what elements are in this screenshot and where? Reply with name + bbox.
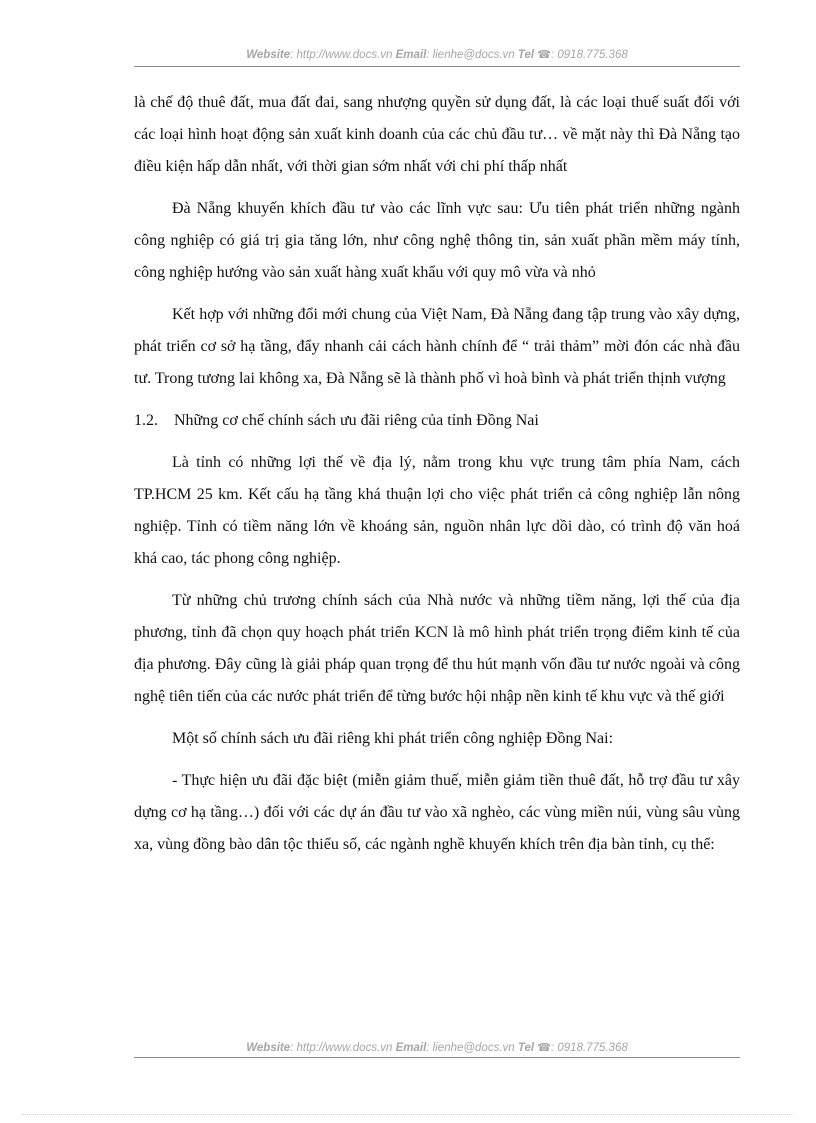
paragraph: - Thực hiện ưu đãi đặc biệt (miễn giảm thuế, miễn giảm tiền thuê đất, hỗ trợ đầu tư xây dựng cơ hạ tầng…) đối với các dự án đầu tư vào xã nghèo, các vùng miền núi, vùng sâu vùng xa, vùng đồng bào dân tộc thiểu số, các ngành nghề khuyến khích trên địa bàn tỉnh, cụ thể: bbox=[134, 772, 740, 853]
page-footer bbox=[134, 1041, 740, 1054]
header-divider bbox=[134, 66, 740, 67]
section-title: Những cơ chế chính sách ưu đãi riêng của tỉnh Đồng Nai bbox=[174, 412, 539, 429]
footer-website-link[interactable]: : http://www.docs.vn bbox=[290, 1042, 393, 1054]
footer-divider bbox=[134, 1057, 740, 1058]
document-body bbox=[134, 87, 740, 871]
header-tel-label: Tel bbox=[517, 49, 535, 61]
header-tel-value: : 0918.775.368 bbox=[551, 49, 628, 61]
phone-icon: ☎ bbox=[537, 49, 551, 61]
paragraph: Đà Nẵng khuyến khích đầu tư vào các lĩnh vực sau: Ưu tiên phát triển những ngành công nghiệp có giá trị gia tăng lớn, như công nghệ thông tin, sản xuất phần mềm máy tính, công nghiệp hướng vào sản xuất hàng xuất khẩu với quy mô vừa và nhỏ bbox=[134, 200, 740, 281]
page-header bbox=[134, 48, 740, 61]
header-email-label: Email bbox=[395, 49, 427, 61]
header-website-link[interactable]: : http://www.docs.vn bbox=[290, 49, 393, 61]
footer-website-label: Website bbox=[246, 1042, 291, 1054]
footer-email-label: Email bbox=[395, 1042, 427, 1054]
page-bottom-divider bbox=[22, 1114, 794, 1115]
header-website-label: Website bbox=[246, 49, 291, 61]
phone-icon: ☎ bbox=[537, 1042, 551, 1054]
header-email-link[interactable]: : lienhe@docs.vn bbox=[426, 49, 515, 61]
paragraph: Là tỉnh có những lợi thế về địa lý, nằm trong khu vực trung tâm phía Nam, cách TP.HCM 25 km. Kết cấu hạ tầng khá thuận lợi cho việc phát triển cả công nghiệp lẫn nông nghiệp. Tỉnh có tiềm năng lớn về khoáng sản, nguồn nhân lực dồi dào, có trình độ văn hoá khá cao, tác phong công nghiệp. bbox=[134, 454, 740, 567]
paragraph: Kết hợp với những đổi mới chung của Việt Nam, Đà Nẵng đang tập trung vào xây dựng, phát triển cơ sở hạ tầng, đẩy nhanh cải cách hành chính để “ trải thảm” mời đón các nhà đầu tư. Trong tương lai không xa, Đà Nẵng sẽ là thành phố vì hoà bình và phát triển thịnh vượng bbox=[134, 306, 740, 387]
paragraph: Từ những chủ trương chính sách của Nhà nước và những tiềm năng, lợi thế của địa phương, tỉnh đã chọn quy hoạch phát triển KCN là mô hình phát triển trọng điểm kinh tế của địa phương. Đây cũng là giải pháp quan trọng để thu hút mạnh vốn đầu tư nước ngoài và công nghệ tiên tiến của các nước phát triển để từng bước hội nhập nền kinh tế khu vực và thế giới bbox=[134, 592, 740, 705]
section-heading bbox=[134, 405, 740, 437]
footer-tel-label: Tel bbox=[517, 1042, 535, 1054]
paragraph: Một số chính sách ưu đãi riêng khi phát triển công nghiệp Đồng Nai: bbox=[172, 730, 614, 747]
paragraph: là chế độ thuê đất, mua đất đai, sang nhượng quyền sử dụng đất, là các loại thuế suất đối với các loại hình hoạt động sản xuất kinh doanh của các chủ đầu tư… về mặt này thì Đà Nẵng tạo điều kiện hấp dẫn nhất, với thời gian sớm nhất với chi phí thấp nhất bbox=[134, 94, 740, 175]
footer-email-link[interactable]: : lienhe@docs.vn bbox=[426, 1042, 515, 1054]
section-number: 1.2. bbox=[134, 412, 158, 429]
footer-tel-value: : 0918.775.368 bbox=[551, 1042, 628, 1054]
